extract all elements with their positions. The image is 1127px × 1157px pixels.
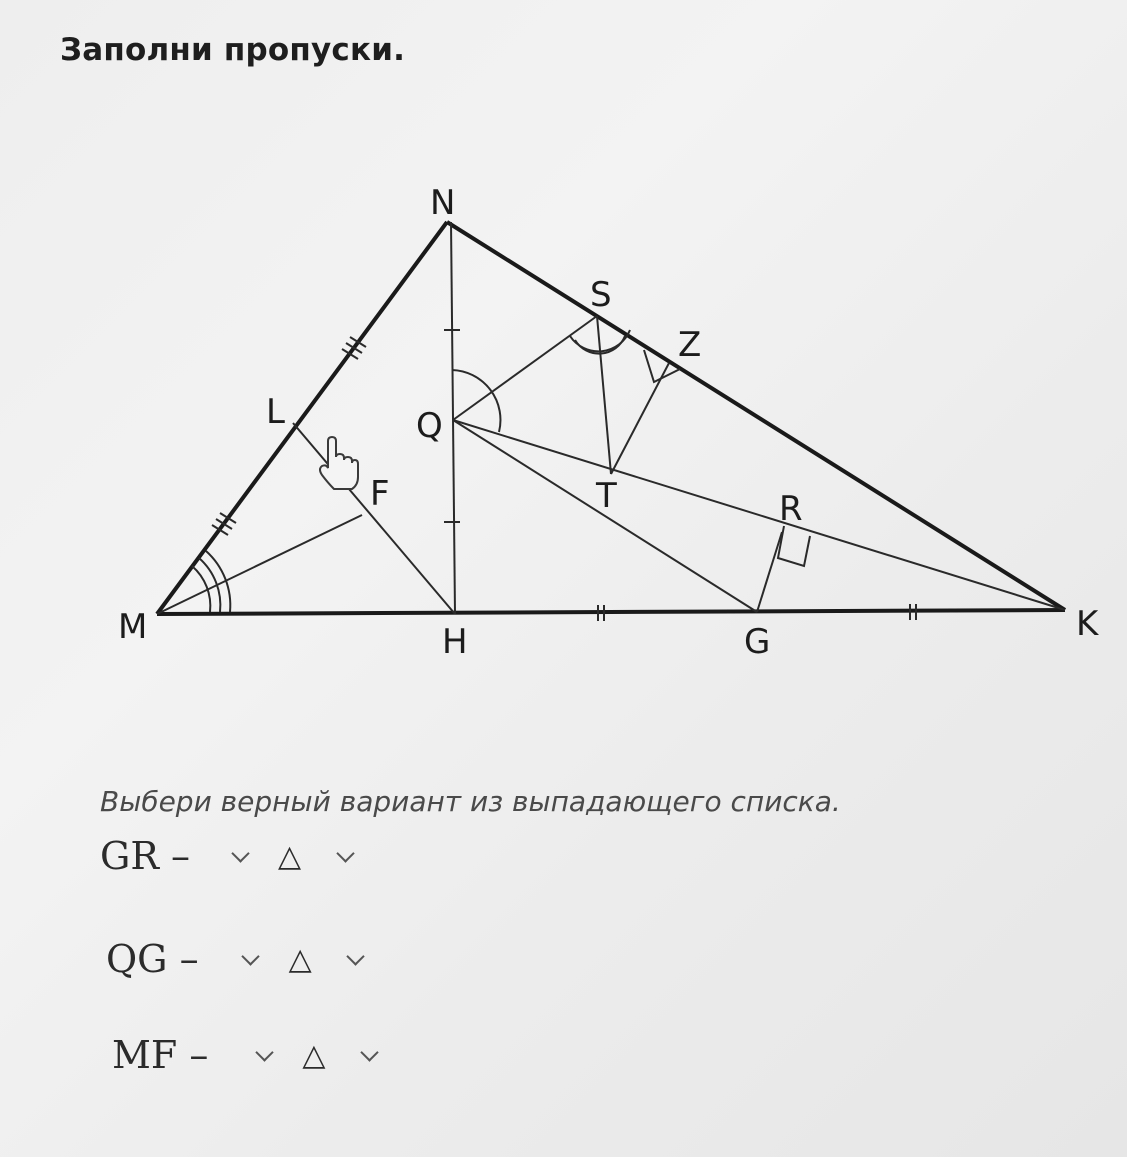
answer-row-qg [106,934,376,984]
triangle-symbol: △ [278,838,302,874]
dropdown-mf-second[interactable] [349,1035,389,1075]
side-mk [157,610,1065,614]
segment-lh [293,423,455,614]
chevron-down-icon [231,844,249,862]
segment-qs [453,316,597,420]
label-t: T [596,476,617,516]
chevron-down-icon [360,1043,378,1061]
dropdown-qg-second[interactable] [336,939,376,979]
segment-st [597,316,611,474]
label-n: N [430,183,456,223]
answer-row-mf [112,1030,389,1080]
label-q: Q [416,406,443,446]
row-label: GR – [100,834,191,878]
label-z: Z [678,325,702,365]
segment-qg [453,420,757,612]
segment-gr [757,532,782,612]
label-s: S [590,275,612,315]
label-h: H [442,622,468,662]
label-g: G [744,622,771,662]
side-mn [157,222,447,614]
chevron-down-icon [241,947,259,965]
row-label: MF – [112,1033,209,1077]
answer-row-gr [100,831,365,881]
instruction-text: Выбери верный вариант из выпадающего списка. [100,785,841,818]
right-angle-r [778,526,810,566]
label-k: K [1076,604,1099,644]
chevron-down-icon [346,947,364,965]
dropdown-qg-first[interactable] [231,939,271,979]
page-title: Заполни пропуски. [60,32,406,68]
chevron-down-icon [255,1043,273,1061]
label-f: F [370,474,390,514]
side-nk [447,222,1065,610]
label-l: L [266,392,285,432]
dropdown-gr-second[interactable] [325,836,365,876]
triangle-symbol: △ [288,941,312,977]
dropdown-gr-first[interactable] [220,836,260,876]
label-r: R [779,489,803,529]
triangle-symbol: △ [302,1037,326,1073]
angle-arc-m [192,566,210,612]
chevron-down-icon [336,844,354,862]
dropdown-mf-first[interactable] [244,1035,284,1075]
row-label: QG – [106,937,199,981]
segment-qk [453,420,1065,610]
label-m: M [118,607,148,647]
segment-mf [157,515,362,614]
